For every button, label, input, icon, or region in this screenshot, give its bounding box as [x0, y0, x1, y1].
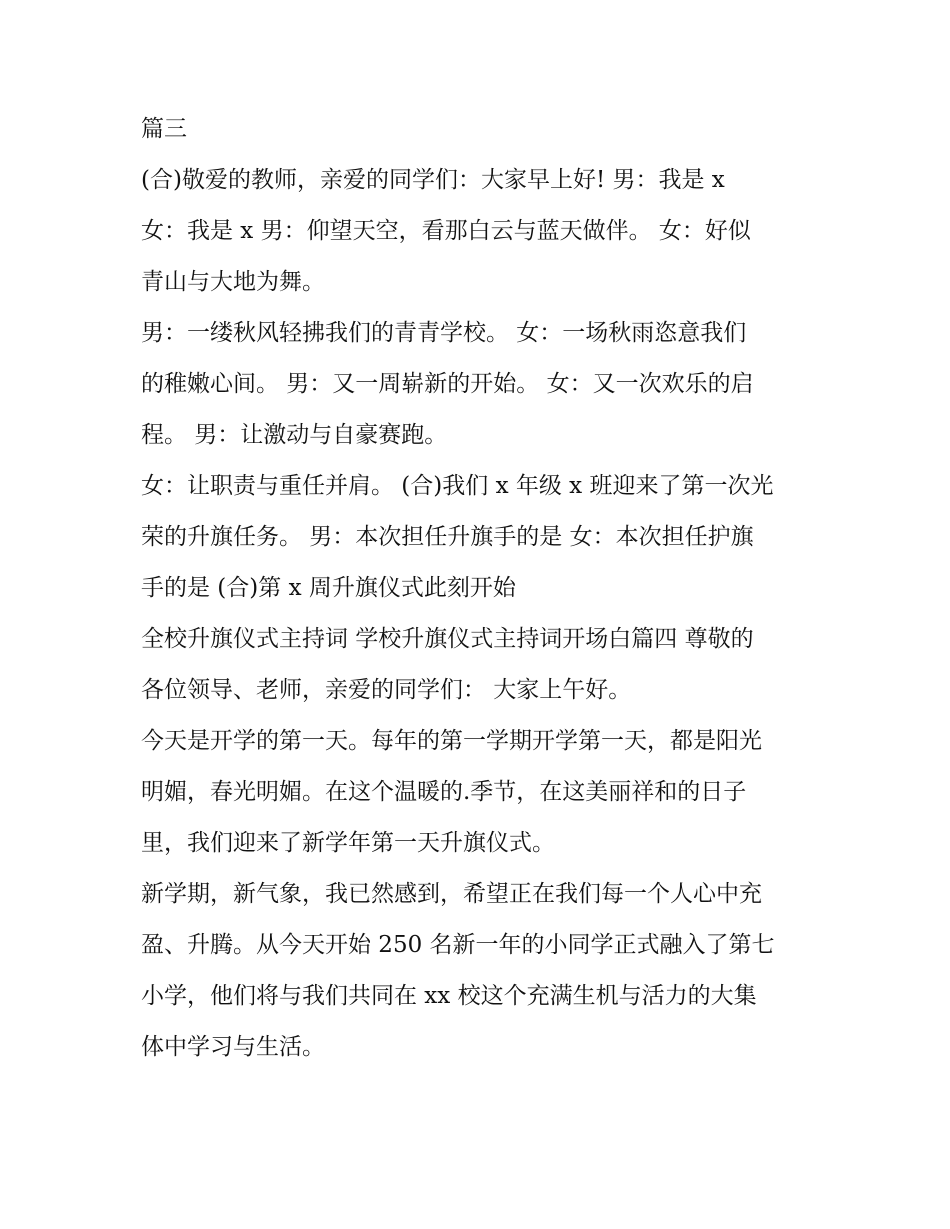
text-line: 的稚嫩心间。 男：又一周崭新的开始。 女：又一次欢乐的启 — [141, 371, 754, 397]
text-line: 程。 男：让激动与自豪赛跑。 — [141, 422, 448, 448]
text-line: 小学，他们将与我们共同在 xx 校这个充满生机与活力的大集 — [141, 983, 757, 1009]
text-line: 手的是 (合)第 x 周升旗仪式此刻开始 — [141, 575, 516, 601]
text-line: 女：让职责与重任并肩。 (合)我们 x 年级 x 班迎来了第一次光 — [141, 473, 774, 499]
text-line: (合)敬爱的教师，亲爱的同学们：大家早上好! 男：我是 x — [141, 167, 725, 193]
text-line: 体中学习与生活。 — [141, 1034, 325, 1060]
section-heading: 篇三 — [141, 116, 187, 142]
text-line: 荣的升旗任务。 男：本次担任升旗手的是 女：本次担任护旗 — [141, 524, 754, 550]
text-line: 青山与大地为舞。 — [141, 269, 325, 295]
text-line: 盈、升腾。从今天开始 250 名新一年的小同学正式融入了第七 — [141, 932, 775, 958]
text-line: 明媚，春光明媚。在这个温暖的.季节，在这美丽祥和的日子 — [141, 779, 747, 805]
text-line: 男：一缕秋风轻拂我们的青青学校。 女：一场秋雨恣意我们 — [141, 320, 747, 346]
text-line: 全校升旗仪式主持词 学校升旗仪式主持词开场白篇四 尊敬的 — [141, 626, 754, 652]
text-line: 今天是开学的第一天。每年的第一学期开学第一天，都是阳光 — [141, 728, 762, 754]
document-body — [141, 104, 821, 1073]
text-line: 女：我是 x 男：仰望天空，看那白云与蓝天做伴。 女：好似 — [141, 218, 751, 244]
text-line: 里，我们迎来了新学年第一天升旗仪式。 — [141, 830, 555, 856]
text-line: 新学期，新气象，我已然感到，希望正在我们每一个人心中充 — [141, 881, 762, 907]
text-line: 各位领导、老师，亲爱的同学们： 大家上午好。 — [141, 677, 632, 703]
